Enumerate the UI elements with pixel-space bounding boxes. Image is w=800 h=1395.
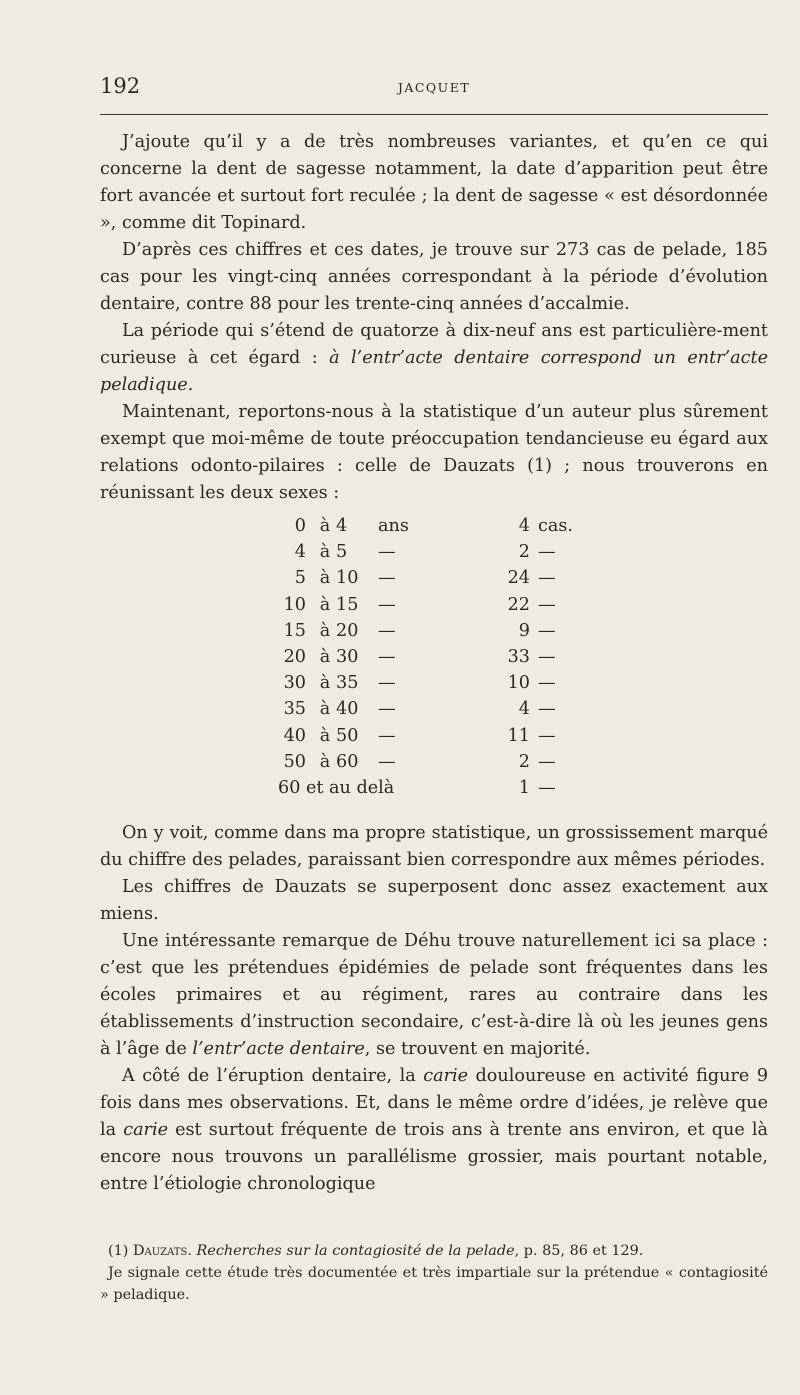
table-row: [0, 516, 800, 542]
age-to: 15: [336, 594, 359, 615]
age-from: 20: [283, 647, 306, 667]
paragraph-text: Les chiffres de Dauzats se superposent donc assez exactement aux miens.: [100, 877, 768, 924]
header-rule: [100, 114, 768, 115]
age-from: 15: [283, 620, 306, 641]
age-unit: —: [378, 542, 396, 563]
paragraph: [100, 129, 768, 237]
table-row: [0, 752, 800, 778]
paragraph-text: est surtout fréquente de trois ans à trente ans environ, et que là encore nous trouvons un parallélisme grossier, mais pourtant notable, entre l’étiologie chronologique: [100, 1120, 768, 1194]
case-unit: —: [538, 673, 556, 694]
footnote-author: Dauzats: [132, 1243, 188, 1259]
case-unit: —: [538, 568, 556, 589]
italic-text: carie: [123, 1120, 169, 1140]
case-count: 33: [507, 647, 530, 667]
paragraph-text: Une intéressante remarque de Déhu trouve naturellement ici sa place : c’est que les prétendues épidémies de pelade sont fréquentes dans les écoles primaires et au régiment, rares au contraire dans les établissements d’instruction secondaire, c’est-à-dire là où les jeunes gens à l’âge de: [100, 931, 768, 1059]
case-count: 22: [507, 594, 530, 615]
age-from: 10: [283, 594, 306, 615]
paragraph-text: douloureuse en activité figure 9 fois dans mes observations. Et, dans le même ordre d’idées, je relève que la: [100, 1066, 769, 1140]
table-row: [0, 542, 800, 568]
case-count: 2: [518, 751, 530, 772]
age-unit: —: [378, 751, 396, 772]
case-count: 4: [518, 516, 530, 536]
age-to: 30: [336, 647, 359, 667]
case-unit: —: [538, 751, 556, 772]
age-unit: —: [378, 568, 396, 589]
paragraph-text: J’ajoute qu’il y a de très nombreuses variantes, et qu’en ce qui concerne la dent de sagesse notamment, la date d’apparition peut être fort avancée et surtout fort reculée ; la dent de sagesse « est désordonnée », comme dit Topinard.: [100, 132, 768, 233]
table-row: [0, 621, 800, 647]
age-separator: à: [319, 673, 331, 694]
age-from: 50: [283, 751, 306, 772]
case-count: 9: [518, 620, 530, 641]
age-to: 50: [336, 725, 359, 746]
table-row: [0, 778, 800, 804]
age-to: 40: [336, 699, 359, 720]
table-row: [0, 595, 800, 621]
page-number: 192: [100, 74, 141, 98]
age-to: 10: [336, 568, 359, 589]
age-separator: à: [319, 568, 331, 589]
case-count: 24: [507, 568, 530, 589]
footnote-note-text: Je signale cette étude très documentée et très impartiale sur la prétendue « contagiosité » peladique.: [100, 1265, 768, 1303]
footnote-citation: [100, 1240, 768, 1262]
age-from: 5: [294, 568, 306, 589]
age-from: 0: [294, 516, 306, 536]
age-unit: —: [378, 594, 396, 615]
age-to: 20: [336, 620, 359, 641]
footnote-title: Recherches sur la contagiosité de la pelade: [196, 1243, 515, 1259]
table-row: [0, 568, 800, 594]
age-to: 35: [336, 673, 359, 694]
case-unit: —: [538, 725, 556, 746]
case-count: 4: [518, 699, 530, 720]
age-to: 4: [336, 516, 348, 536]
footnote-punct: .: [187, 1243, 197, 1259]
age-from: 4: [294, 542, 306, 563]
paragraph-text: A côté de l’éruption dentaire, la: [122, 1066, 424, 1086]
footnote: [100, 1240, 768, 1306]
case-count: 1: [518, 778, 530, 798]
case-unit: cas.: [538, 516, 573, 536]
paragraph: [100, 820, 768, 874]
age-unit: —: [378, 620, 396, 641]
age-unit: —: [378, 647, 396, 667]
paragraph-text: Maintenant, reportons-nous à la statistique d’un auteur plus sûrement exempt que moi-même de toute préoccupation tendancieuse eu égard aux relations odonto-pilaires : celle de Dauzats (1) ; nous trouverons en réunissant les deux sexes :: [100, 402, 768, 503]
age-separator: à: [319, 516, 331, 536]
paragraph-text: On y voit, comme dans ma propre statistique, un grossissement marqué du chiffre des pelades, paraissant bien correspondre aux mêmes périodes.: [100, 823, 768, 870]
paragraph: [100, 928, 768, 1063]
age-from: 40: [283, 725, 306, 746]
footnote-marker: (1): [108, 1243, 133, 1259]
case-unit: —: [538, 778, 556, 798]
italic-text: à l’entr’acte dentaire correspond un entr’acte peladique.: [100, 348, 768, 395]
age-separator: à: [319, 647, 331, 667]
paragraph: [100, 399, 768, 507]
age-separator: à: [319, 620, 331, 641]
age-separator: à: [319, 699, 331, 720]
age-to: 60: [336, 751, 359, 772]
age-unit: —: [378, 725, 396, 746]
body-text-top: [100, 129, 768, 507]
table-row: [0, 673, 800, 699]
age-from: 35: [283, 699, 306, 720]
case-unit: —: [538, 620, 556, 641]
age-from: 30: [283, 673, 306, 694]
age-separator: à: [319, 542, 331, 563]
case-count: 11: [507, 725, 530, 746]
case-count: 2: [518, 542, 530, 563]
age-separator: à: [319, 751, 331, 772]
paragraph: [100, 874, 768, 928]
paragraph-text: , se trouvent en majorité.: [364, 1039, 591, 1059]
page-header: [100, 74, 768, 104]
case-count: 10: [507, 673, 530, 694]
age-unit: —: [378, 699, 396, 720]
paragraph-text: La période qui s’étend de quatorze à dix-neuf ans est particulière-ment curieuse à cet égard :: [100, 321, 768, 368]
case-unit: —: [538, 594, 556, 615]
paragraph: [100, 1063, 768, 1198]
case-unit: —: [538, 699, 556, 720]
paragraph: [100, 318, 768, 399]
case-unit: —: [538, 542, 556, 563]
age-unit: ans: [378, 516, 409, 536]
age-separator: à: [319, 594, 331, 615]
paragraph: [100, 237, 768, 318]
table-row: [0, 726, 800, 752]
italic-text: l’entr’acte dentaire: [192, 1039, 365, 1059]
italic-text: carie: [423, 1066, 469, 1086]
footnote-note: [100, 1262, 768, 1306]
body-text-bottom: [100, 820, 768, 1198]
running-head: JACQUET: [397, 80, 471, 95]
paragraph-text: D’après ces chiffres et ces dates, je trouve sur 273 cas de pelade, 185 cas pour les vingt-cinq années correspondant à la période d’évolution dentaire, contre 88 pour les trente-cinq années d’accalmie.: [100, 240, 768, 314]
case-unit: —: [538, 647, 556, 667]
age-range-label: 60 et au delà: [278, 778, 395, 798]
age-unit: —: [378, 673, 396, 694]
age-separator: à: [319, 725, 331, 746]
footnote-ref: , p. 85, 86 et 129.: [514, 1243, 644, 1259]
age-to: 5: [336, 542, 348, 563]
table-row: [0, 647, 800, 673]
table-row: [0, 699, 800, 725]
